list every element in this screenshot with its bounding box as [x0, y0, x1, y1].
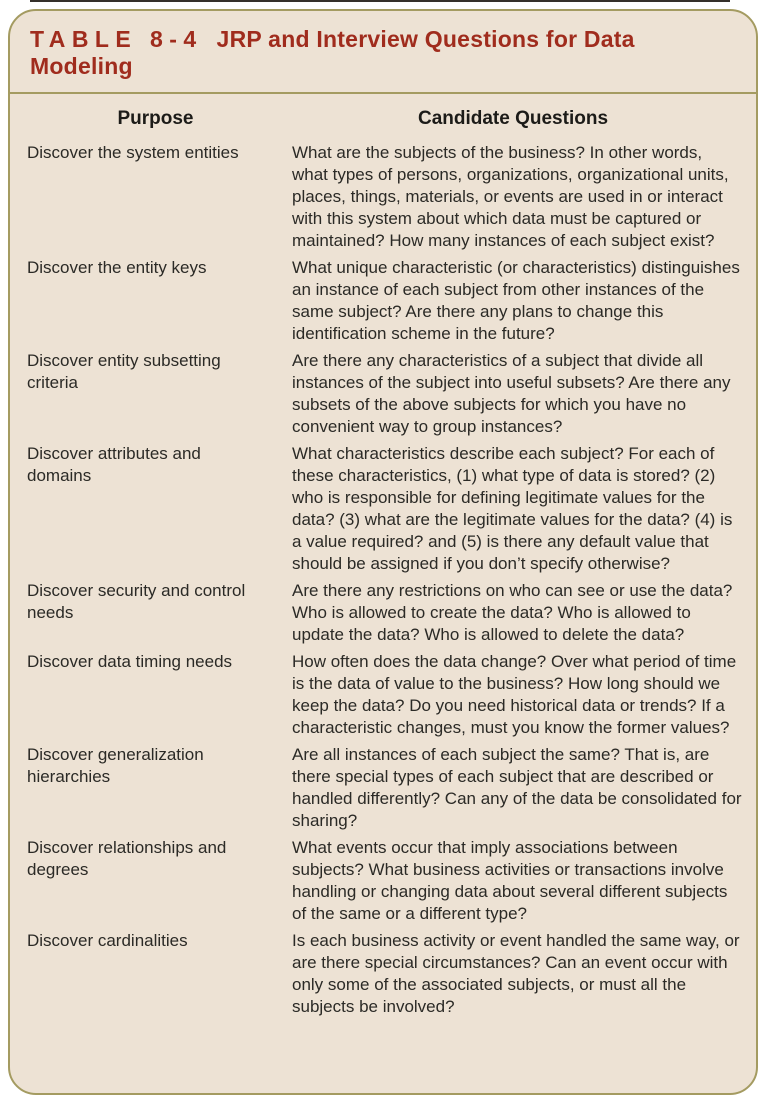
purpose-cell: Discover entity subsetting criteria	[27, 351, 221, 392]
question-cell: What unique characteristic (or characteristics) distinguishes an instance of each subject from other instances of the same subject? Are there any plans to change this identification scheme in the future?	[292, 258, 740, 343]
table-row	[10, 257, 756, 345]
table-body	[10, 140, 756, 1018]
table-title-bar	[10, 11, 756, 94]
purpose-cell: Discover security and control needs	[27, 581, 246, 622]
table-row	[10, 142, 756, 252]
question-cell: Are there any restrictions on who can see or use the data? Who is allowed to create the data? Who is allowed to update the data? Who is allowed to delete the data?	[292, 581, 733, 644]
page-edge-rule	[30, 0, 730, 2]
table-row	[10, 350, 756, 438]
purpose-cell: Discover cardinalities	[27, 931, 188, 950]
question-cell: Are there any characteristics of a subject that divide all instances of the subject into useful subsets? Are there any subsets of the above subjects for which you have no convenient way to group instances?	[292, 351, 731, 436]
table-row	[10, 443, 756, 575]
table-number-label: TABLE 8-4	[30, 26, 203, 52]
purpose-cell: Discover generalization hierarchies	[27, 745, 204, 786]
purpose-cell: Discover attributes and domains	[27, 444, 201, 485]
table-row	[10, 651, 756, 739]
column-headers	[10, 94, 756, 140]
column-header-purpose: Purpose	[117, 108, 194, 129]
question-cell: What characteristics describe each subject? For each of these characteristics, (1) what type of data is stored? (2) who is responsible for defining legitimate values for the data? (3) what are the legitimate values for the data? (4) is a value required? and (5) is there any default value that should be assigned if you don’t specify otherwise?	[292, 444, 733, 573]
question-cell: What events occur that imply associations between subjects? What business activities or transactions involve handling or changing data about several different subjects of the same or a different type?	[292, 838, 728, 923]
purpose-cell: Discover the system entities	[27, 143, 239, 162]
table-row	[10, 837, 756, 925]
table-row	[10, 744, 756, 832]
table-title: JRP and Interview Questions for Data Modeling	[30, 26, 635, 79]
purpose-cell: Discover data timing needs	[27, 652, 233, 671]
purpose-cell: Discover relationships and degrees	[27, 838, 227, 879]
purpose-cell: Discover the entity keys	[27, 258, 207, 277]
table-row	[10, 930, 756, 1018]
question-cell: Is each business activity or event handled the same way, or are there special circumstances? Can an event occur with only some of the associated subjects, or must all the subjects be involved?	[292, 931, 740, 1016]
column-header-candidate-questions: Candidate Questions	[417, 108, 609, 129]
table-8-4-card	[8, 9, 758, 1095]
table-row	[10, 580, 756, 646]
question-cell: How often does the data change? Over what period of time is the data of value to the business? How long should we keep the data? Do you need historical data or trends? If a characteristic changes, must you know the former values?	[292, 652, 737, 737]
question-cell: What are the subjects of the business? In other words, what types of persons, organizations, organizational units, places, things, materials, or events are used in or interact with this system about which data must be captured or maintained? How many instances of each subject exist?	[292, 143, 729, 250]
question-cell: Are all instances of each subject the same? That is, are there special types of each subject that are described or handled differently? Can any of the data be consolidated for sharing?	[292, 745, 742, 830]
